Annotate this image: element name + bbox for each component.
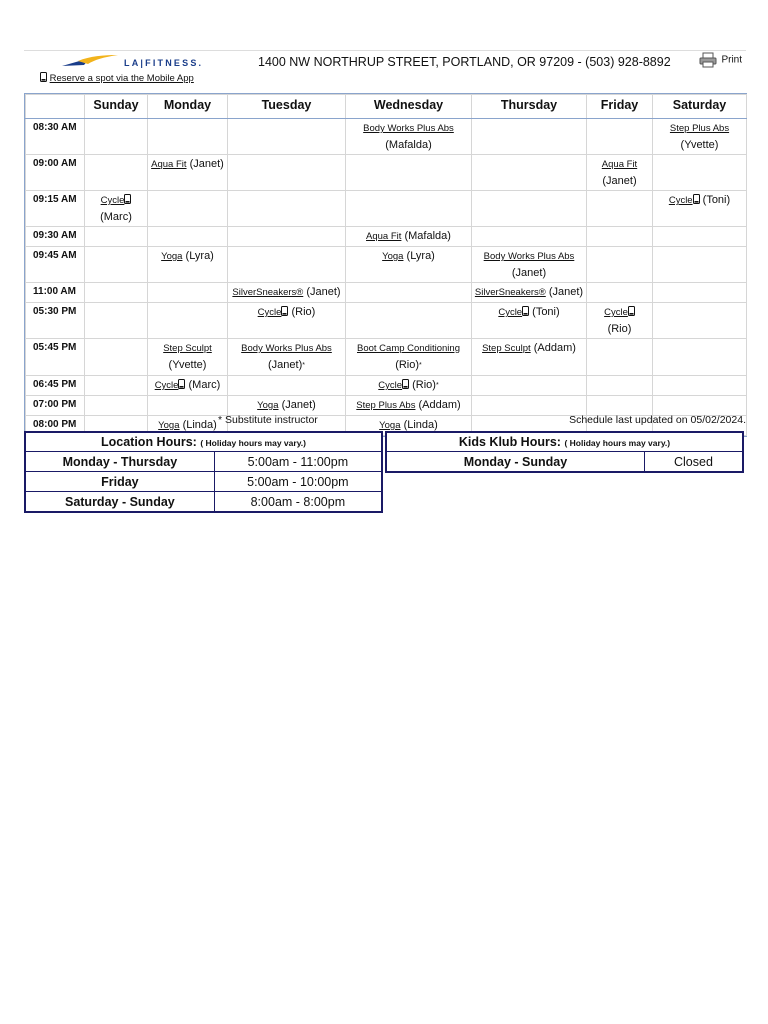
day-header-thursday: Thursday (472, 95, 587, 119)
empty-slot (472, 155, 587, 191)
location-hours-time: 5:00am - 11:00pm (214, 452, 381, 472)
class-link[interactable]: SilverSneakers® (474, 287, 546, 298)
empty-slot (587, 119, 653, 155)
reserve-mobile-app[interactable] (40, 72, 194, 84)
class-entry (228, 339, 346, 376)
instructor-name: (Janet) (602, 175, 637, 187)
time-slot: 11:00 AM (26, 283, 85, 303)
class-link[interactable]: Cycle (257, 307, 282, 318)
time-slot: 09:15 AM (26, 191, 85, 227)
class-link[interactable]: Boot Camp Conditioning (357, 343, 460, 354)
class-entry (472, 283, 587, 303)
class-link[interactable]: Step Plus Abs (356, 400, 416, 411)
empty-slot (85, 339, 148, 376)
instructor-name: (Marc) (100, 211, 132, 223)
substitute-marker: * (419, 362, 422, 369)
substitute-marker: * (302, 362, 305, 369)
logo-swoosh-icon (60, 54, 120, 68)
empty-slot (653, 376, 747, 396)
class-link[interactable]: Aqua Fit (151, 159, 187, 170)
schedule-row (26, 119, 747, 155)
club-address: 1400 NW NORTHRUP STREET, PORTLAND, OR 97209 - (503) 928-8892 (258, 55, 671, 69)
instructor-name: (Janet) (281, 399, 316, 411)
mobile-phone-icon (628, 306, 635, 316)
day-header-row (26, 95, 747, 119)
empty-slot (587, 283, 653, 303)
class-link[interactable]: Body Works Plus Abs (241, 343, 332, 354)
instructor-name: (Toni) (702, 194, 731, 206)
class-link[interactable]: Cycle (378, 380, 403, 391)
empty-slot (148, 191, 228, 227)
empty-slot (472, 396, 587, 416)
location-hours-time: 8:00am - 8:00pm (214, 492, 381, 512)
kids-klub-hours-time: Closed (644, 452, 742, 472)
empty-slot (148, 227, 228, 247)
mobile-phone-icon (522, 306, 529, 316)
class-entry (472, 339, 587, 376)
empty-slot (587, 339, 653, 376)
class-entry (346, 119, 472, 155)
class-entry (653, 191, 747, 227)
instructor-name: (Mafalda) (385, 139, 432, 151)
kids-klub-hours-day: Monday - Sunday (387, 452, 644, 472)
empty-slot (85, 376, 148, 396)
instructor-name: (Yvette) (168, 359, 207, 371)
mobile-phone-icon (40, 72, 47, 82)
instructor-name: (Lyra) (406, 250, 435, 262)
class-link[interactable]: Step Sculpt (482, 343, 531, 354)
instructor-name: (Addam) (418, 399, 461, 411)
instructor-name: (Janet) (511, 267, 547, 279)
class-link[interactable]: Cycle (604, 307, 628, 318)
mobile-phone-icon (281, 306, 288, 316)
schedule-row (26, 396, 747, 416)
class-link[interactable]: Cycle (154, 380, 179, 391)
time-slot: 09:30 AM (26, 227, 85, 247)
schedule-row (26, 339, 747, 376)
empty-slot (653, 283, 747, 303)
empty-slot (228, 376, 346, 396)
time-slot: 07:00 PM (26, 396, 85, 416)
class-link[interactable]: Yoga (257, 400, 279, 411)
location-hours-row (26, 492, 381, 512)
instructor-name: (Marc) (188, 379, 221, 391)
time-column-header (26, 95, 85, 119)
day-header-sunday: Sunday (85, 95, 148, 119)
class-entry (148, 339, 228, 376)
class-link[interactable]: Yoga (161, 251, 183, 262)
day-header-saturday: Saturday (653, 95, 747, 119)
instructor-name: (Rio) (607, 323, 632, 335)
class-entry (228, 396, 346, 416)
location-hours-note: ( Holiday hours may vary.) (200, 438, 306, 448)
schedule-row (26, 247, 747, 283)
logo-text: LA|FITNESS. (124, 58, 204, 68)
empty-slot (587, 191, 653, 227)
day-header-tuesday: Tuesday (228, 95, 346, 119)
empty-slot (148, 303, 228, 339)
instructor-name: (Linda) (182, 419, 217, 431)
empty-slot (148, 283, 228, 303)
class-schedule (24, 93, 747, 437)
la-fitness-logo (60, 53, 204, 71)
location-hours-day: Saturday - Sunday (26, 492, 214, 512)
empty-slot (472, 119, 587, 155)
instructor-name: (Linda) (403, 419, 438, 431)
instructor-name: (Yvette) (680, 139, 719, 151)
location-hours-day: Friday (26, 472, 214, 492)
empty-slot (148, 119, 228, 155)
empty-slot (85, 303, 148, 339)
schedule-table (25, 94, 747, 436)
class-link[interactable]: Aqua Fit (601, 159, 638, 170)
kids-klub-hours-row (387, 452, 742, 472)
empty-slot (85, 247, 148, 283)
instructor-name: (Janet) (189, 158, 224, 170)
empty-slot (653, 339, 747, 376)
empty-slot (587, 376, 653, 396)
class-link[interactable]: Cycle (498, 307, 523, 318)
class-link[interactable]: Yoga (382, 251, 404, 262)
instructor-name: (Rio) (395, 359, 420, 371)
class-link[interactable]: Cycle (668, 195, 693, 206)
location-hours-row (26, 452, 381, 472)
mobile-phone-icon (124, 194, 131, 204)
class-entry (346, 376, 472, 396)
empty-slot (346, 155, 472, 191)
schedule-row (26, 191, 747, 227)
instructor-name: (Addam) (533, 342, 576, 354)
class-link[interactable]: Yoga (158, 420, 180, 431)
schedule-row (26, 376, 747, 396)
empty-slot (472, 376, 587, 396)
print-button[interactable] (699, 52, 742, 72)
printer-icon (699, 52, 717, 68)
instructor-name: (Toni) (532, 306, 560, 318)
class-entry (148, 155, 228, 191)
day-header-monday: Monday (148, 95, 228, 119)
class-entry (85, 191, 148, 227)
class-link[interactable]: Body Works Plus Abs (483, 251, 575, 262)
mobile-phone-icon (693, 194, 700, 204)
empty-slot (228, 155, 346, 191)
time-slot: 09:00 AM (26, 155, 85, 191)
empty-slot (472, 191, 587, 227)
kids-klub-hours-heading: Kids Klub Hours: (458, 435, 561, 449)
mobile-phone-icon (402, 379, 409, 389)
empty-slot (587, 247, 653, 283)
day-header-friday: Friday (587, 95, 653, 119)
location-hours-row (26, 472, 381, 492)
empty-slot (346, 191, 472, 227)
empty-slot (587, 227, 653, 247)
class-link[interactable]: Aqua Fit (366, 231, 402, 242)
time-slot: 08:30 AM (26, 119, 85, 155)
instructor-name: (Janet) (548, 286, 584, 298)
reserve-link-text[interactable]: Reserve a spot via the Mobile App (49, 73, 194, 84)
class-link[interactable]: Yoga (379, 420, 401, 431)
empty-slot (346, 303, 472, 339)
print-label: Print (721, 54, 742, 66)
time-slot: 05:30 PM (26, 303, 85, 339)
location-hours-box (24, 431, 383, 513)
location-hours-time: 5:00am - 10:00pm (214, 472, 381, 492)
schedule-row (26, 283, 747, 303)
empty-slot (85, 227, 148, 247)
time-slot: 05:45 PM (26, 339, 85, 376)
last-updated-note: Schedule last updated on 05/02/2024. (569, 414, 746, 426)
empty-slot (653, 227, 747, 247)
instructor-name: (Mafalda) (404, 230, 451, 242)
day-header-wednesday: Wednesday (346, 95, 472, 119)
instructor-name: (Janet) (306, 286, 341, 298)
location-hours-heading: Location Hours: (101, 435, 197, 449)
instructor-name: (Lyra) (185, 250, 214, 262)
time-slot: 09:45 AM (26, 247, 85, 283)
class-link[interactable]: SilverSneakers® (232, 287, 304, 298)
empty-slot (85, 283, 148, 303)
class-entry (228, 303, 346, 339)
class-entry (148, 376, 228, 396)
class-entry (228, 283, 346, 303)
class-entry (346, 396, 472, 416)
substitute-note: * Substitute instructor (218, 414, 318, 426)
time-slot: 08:00 PM (26, 416, 85, 436)
kids-klub-hours-title (387, 433, 742, 452)
class-link[interactable]: Cycle (100, 195, 125, 206)
empty-slot (346, 283, 472, 303)
empty-slot (653, 303, 747, 339)
class-entry (148, 247, 228, 283)
instructor-name: (Rio) (412, 379, 436, 391)
class-entry (587, 303, 653, 339)
empty-slot (653, 396, 747, 416)
class-entry (346, 247, 472, 283)
empty-slot (228, 247, 346, 283)
mobile-phone-icon (178, 379, 185, 389)
empty-slot (653, 155, 747, 191)
schedule-row (26, 227, 747, 247)
empty-slot (587, 396, 653, 416)
schedule-row (26, 303, 747, 339)
class-link[interactable]: Step Sculpt (163, 343, 212, 354)
class-entry (587, 155, 653, 191)
class-entry (346, 339, 472, 376)
class-entry (346, 227, 472, 247)
kids-klub-hours-box (385, 431, 744, 473)
time-slot: 06:45 PM (26, 376, 85, 396)
instructor-name: (Rio) (291, 306, 316, 318)
empty-slot (148, 396, 228, 416)
kids-klub-hours-note: ( Holiday hours may vary.) (564, 438, 671, 448)
empty-slot (228, 227, 346, 247)
schedule-row (26, 155, 747, 191)
empty-slot (653, 247, 747, 283)
empty-slot (85, 119, 148, 155)
location-hours-day: Monday - Thursday (26, 452, 214, 472)
empty-slot (472, 227, 587, 247)
schedule-footer (24, 414, 746, 428)
page-header (24, 50, 746, 89)
instructor-name: (Janet) (268, 359, 303, 371)
empty-slot (228, 119, 346, 155)
empty-slot (228, 191, 346, 227)
empty-slot (85, 155, 148, 191)
empty-slot (85, 396, 148, 416)
class-entry (472, 247, 587, 283)
class-link[interactable]: Body Works Plus Abs (363, 123, 454, 134)
substitute-marker: * (435, 382, 439, 389)
class-entry (653, 119, 747, 155)
location-hours-title (26, 433, 381, 452)
class-entry (472, 303, 587, 339)
class-link[interactable]: Step Plus Abs (669, 123, 730, 134)
